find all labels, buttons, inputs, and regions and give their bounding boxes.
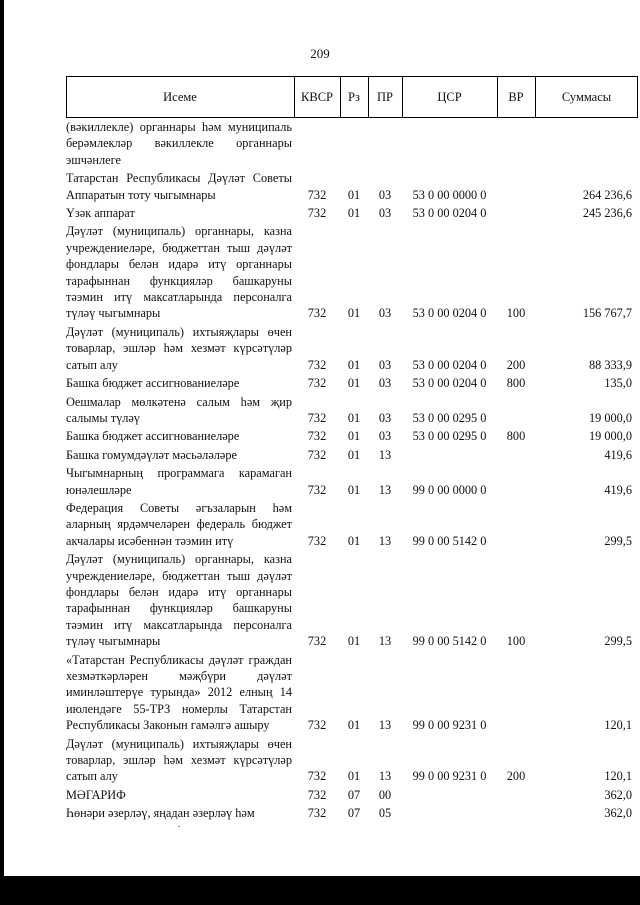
row-rz: 01 [347, 187, 361, 202]
row-vr: 800 [506, 376, 526, 391]
scan-mark [178, 826, 180, 827]
row-sum: 19 000,0 [588, 410, 632, 425]
row-spacer-cell [66, 822, 638, 824]
header-kvsr: КВСР [301, 90, 333, 104]
table-row [66, 205, 638, 221]
row-vr [497, 447, 535, 463]
row-rz: 01 [347, 533, 361, 548]
row-pr: 03 [378, 206, 392, 221]
row-csr [402, 119, 497, 168]
row-sum: 120,1 [604, 718, 632, 733]
table-row [66, 324, 638, 373]
row-kvsr: 732 [307, 410, 327, 425]
row-pr: 05 [378, 806, 392, 821]
page-number: 209 [310, 46, 330, 61]
row-pr: 03 [378, 357, 392, 372]
row-csr: 99 0 00 9231 0 [412, 718, 487, 733]
table-row [66, 170, 638, 203]
row-rz: 01 [347, 357, 361, 372]
row-vr: 800 [506, 429, 526, 444]
row-spacer [66, 822, 638, 824]
row-kvsr: 732 [307, 376, 327, 391]
row-rz: 07 [347, 787, 361, 802]
row-csr: 53 0 00 0204 0 [412, 376, 487, 391]
row-vr: 100 [506, 306, 526, 321]
row-rz: 01 [347, 410, 361, 425]
row-sum: 362,0 [604, 787, 632, 802]
row-csr: 53 0 00 0000 0 [412, 187, 487, 202]
row-rz: 07 [347, 806, 361, 821]
row-csr [402, 787, 497, 803]
row-csr: 53 0 00 0204 0 [412, 357, 487, 372]
row-vr [497, 465, 535, 498]
row-name: Оешмалар мөлкәтенә салым һәм җир салымы түләү [66, 394, 292, 425]
row-sum: 264 236,6 [582, 187, 632, 202]
row-kvsr: 732 [307, 787, 327, 802]
row-kvsr: 732 [307, 482, 327, 497]
table-row [66, 787, 638, 803]
row-name: (вәкиллекле) органнары һәм муниципаль берәмлекләр вәкиллекле органнары эшчәнлеге [66, 120, 292, 167]
row-csr: 99 0 00 5142 0 [412, 533, 487, 548]
header-name: Исеме [163, 90, 197, 104]
row-sum: 135,0 [604, 376, 632, 391]
table-body [66, 119, 638, 824]
row-sum [535, 119, 638, 168]
header-vr: ВР [508, 90, 524, 104]
table-row [66, 428, 638, 444]
row-kvsr: 732 [307, 718, 327, 733]
row-sum: 419,6 [604, 482, 632, 497]
table-row [66, 500, 638, 549]
row-csr [402, 805, 497, 821]
row-vr [497, 119, 535, 168]
row-rz: 01 [347, 718, 361, 733]
row-vr: 100 [506, 634, 526, 649]
row-sum: 156 767,7 [582, 306, 632, 321]
row-sum: 88 333,9 [588, 357, 632, 372]
row-pr: 13 [378, 482, 392, 497]
row-pr: 03 [378, 376, 392, 391]
row-rz: 01 [347, 482, 361, 497]
row-rz: 01 [347, 376, 361, 391]
row-pr: 13 [378, 447, 392, 462]
row-csr: 53 0 00 0204 0 [412, 206, 487, 221]
header-sum: Суммасы [561, 90, 612, 104]
row-csr: 53 0 00 0295 0 [412, 410, 487, 425]
row-pr: 03 [378, 306, 392, 321]
row-vr [497, 805, 535, 821]
row-vr [497, 394, 535, 427]
row-sum: 299,5 [604, 634, 632, 649]
row-kvsr: 732 [307, 429, 327, 444]
table-row [66, 375, 638, 391]
row-name: МӘГАРИФ [66, 787, 126, 802]
row-sum: 419,6 [604, 447, 632, 462]
table-row [66, 652, 638, 734]
row-csr: 99 0 00 0000 0 [412, 482, 487, 497]
row-csr: 99 0 00 5142 0 [412, 634, 487, 649]
scan-bottom-edge [0, 876, 640, 905]
row-rz: 01 [347, 769, 361, 784]
row-kvsr: 732 [307, 357, 327, 372]
row-rz: 01 [347, 306, 361, 321]
scan-left-edge [0, 0, 4, 880]
row-pr: 13 [378, 634, 392, 649]
row-name: Һөнәри әзерләү, яңадан әзерләү һәм [66, 806, 255, 821]
row-pr: 13 [378, 769, 392, 784]
row-kvsr: 732 [307, 806, 327, 821]
table-row [66, 736, 638, 785]
row-kvsr: 732 [307, 187, 327, 202]
row-name: Татарстан Республикасы Дәүләт Советы Аппаратын тоту чыгымнары [66, 171, 292, 202]
table-row [66, 119, 638, 168]
row-vr [497, 652, 535, 734]
row-rz: 01 [347, 429, 361, 444]
header-pr: ПР [377, 90, 393, 104]
row-vr [497, 787, 535, 803]
row-vr [497, 205, 535, 221]
row-name: Үзәк аппарат [66, 206, 135, 221]
row-pr: 13 [378, 533, 392, 548]
row-kvsr: 732 [307, 769, 327, 784]
row-rz [340, 119, 368, 168]
row-sum: 299,5 [604, 533, 632, 548]
row-vr: 200 [506, 769, 526, 784]
row-name: Дәүләт (муниципаль) ихтыяҗлары өчен товарлар, эшләр һәм хезмәт күрсәтүләр сатып алу [66, 324, 292, 372]
row-sum: 245 236,6 [582, 206, 632, 221]
table-row [66, 447, 638, 463]
table-row [66, 394, 638, 427]
row-sum: 120,1 [604, 769, 632, 784]
row-name: Федерация Советы әгъзаларын һәм аларның ярдәмчеләрен федераль бюджет акчалары исәбеннән тәэмин итү [66, 500, 292, 548]
row-rz: 01 [347, 447, 361, 462]
row-name: Башка гомумдәүләт мәсьәләләре [66, 447, 237, 462]
table-row [66, 551, 638, 649]
row-kvsr: 732 [307, 206, 327, 221]
row-csr: 53 0 00 0204 0 [412, 306, 487, 321]
row-kvsr: 732 [307, 447, 327, 462]
table-row [66, 805, 638, 821]
row-sum: 19 000,0 [588, 429, 632, 444]
row-vr [497, 500, 535, 549]
header-rz: Рз [348, 90, 360, 104]
row-name: «Татарстан Республикасы дәүләт граждан хезмәткәрләрен мәҗбүри дәүләт иминләштерүе турында» 2012 елның 14 июлендәге 55-ТРЗ номерлы Татарстан Республикасы Законын гамәлгә ашыру [66, 652, 292, 733]
row-csr: 53 0 00 0295 0 [412, 429, 487, 444]
row-pr: 03 [378, 410, 392, 425]
row-name: Чыгымнарның программага карамаган юнәлешләре [66, 466, 292, 497]
row-pr: 13 [378, 718, 392, 733]
table-row [66, 465, 638, 498]
row-pr [368, 119, 402, 168]
row-sum: 362,0 [604, 806, 632, 821]
row-vr [497, 170, 535, 203]
row-pr: 03 [378, 187, 392, 202]
budget-table [66, 119, 638, 824]
row-rz: 01 [347, 206, 361, 221]
row-kvsr: 732 [307, 634, 327, 649]
row-csr [402, 447, 497, 463]
row-name: Башка бюджет ассигнованиеләре [66, 429, 240, 444]
row-name: Дәүләт (муниципаль) органнары, казна учреждениеләре, бюджеттан тыш дәүләт фондлары белән идарә итү органнары тарафыннан функцияләр башкаруны тәэмин итү максатларында персоналга түләү чыгымнары [66, 552, 292, 649]
row-name: Дәүләт (муниципаль) органнары, казна учреждениеләре, бюджеттан тыш дәүләт фондлары белән идарә итү органнары тарафыннан функцияләр башкаруны тәэмин итү максатларында персоналга түләү чыгымнары [66, 224, 292, 321]
row-rz: 01 [347, 634, 361, 649]
header-csr: ЦСР [437, 90, 462, 104]
row-pr: 03 [378, 429, 392, 444]
row-name: Дәүләт (муниципаль) ихтыяҗлары өчен товарлар, эшләр һәм хезмәт күрсәтүләр сатып алу [66, 736, 292, 784]
row-name: Башка бюджет ассигнованиеләре [66, 376, 240, 391]
row-kvsr: 732 [307, 533, 327, 548]
row-pr: 00 [378, 787, 392, 802]
row-vr: 200 [506, 357, 526, 372]
row-kvsr [294, 119, 340, 168]
table-row [66, 223, 638, 321]
row-csr: 99 0 00 9231 0 [412, 769, 487, 784]
row-kvsr: 732 [307, 306, 327, 321]
